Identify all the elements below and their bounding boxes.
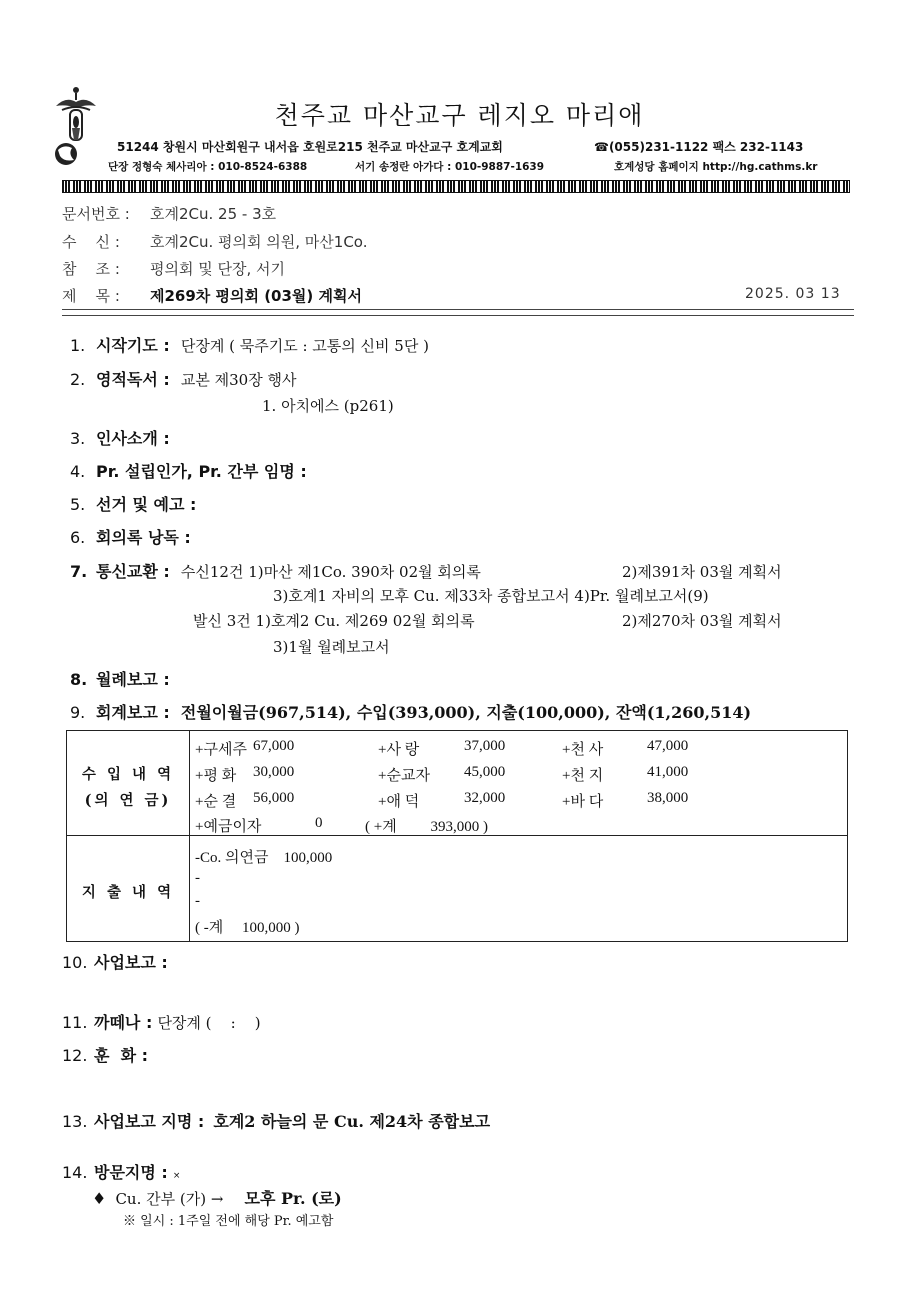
income-row: +평 화 — [195, 768, 237, 784]
income-amount: 56,000 — [253, 790, 295, 806]
agenda-item-11: 11. 까떼나 : 단장계 ( : ) — [62, 1013, 261, 1032]
agenda-item-6: 6. 회의록 낭독 : — [70, 528, 191, 547]
secretary-contact: 서기 송정란 아가다 : 010-9887-1639 — [355, 161, 545, 173]
income-amount: 38,000 — [647, 790, 689, 806]
expense-line: -Co. 의연금 100,000 — [195, 850, 333, 866]
double-divider — [62, 309, 854, 316]
document-number-row — [62, 203, 276, 224]
agenda-item-4: 4. Pr. 설립인가, Pr. 간부 임명 : — [70, 462, 307, 481]
income-amount: 32,000 — [464, 790, 506, 806]
document-date: 2025. 03 13 — [745, 286, 841, 302]
accounting-table — [66, 730, 848, 942]
income-row: +구세주 — [195, 742, 247, 758]
income-interest: 0 — [315, 815, 323, 831]
expense-total: ( -계 100,000 ) — [195, 920, 300, 936]
recipient-label: 수 신 : — [62, 233, 120, 251]
agenda-item-13: 13. 사업보고 지명 : 호계2 하늘의 문 Cu. 제24차 종합보고 — [62, 1112, 491, 1131]
diamond-bullet-icon: ♦ — [92, 1189, 107, 1208]
visit-assignment: ♦ Cu. 간부 (가) → 모후 Pr. (로) — [92, 1189, 342, 1208]
agenda-item-1: 1. 시작기도 : 단장계 ( 묵주기도 : 고통의 신비 5단 ) — [70, 336, 429, 355]
subject-row — [62, 285, 362, 306]
agenda-item-10: 10. 사업보고 : — [62, 953, 168, 972]
leader-contact: 단장 정형숙 체사리아 : 010-8524-6388 — [108, 161, 308, 173]
expense-line: - — [195, 893, 200, 909]
agenda-item-3: 3. 인사소개 : — [70, 429, 170, 448]
income-amount: 45,000 — [464, 764, 506, 780]
income-row: +천 사 — [562, 742, 604, 758]
income-amount: 37,000 — [464, 738, 506, 754]
income-label: 수 입 내 역 — [81, 766, 175, 783]
document-number-label: 문서번호 : — [62, 205, 130, 223]
agenda-item-12: 12. 훈 화 : — [62, 1046, 149, 1065]
organization-title: 천주교 마산교구 레지오 마리애 — [274, 101, 645, 130]
income-total: ( +계 393,000 ) — [365, 819, 488, 835]
income-row: +애 덕 — [378, 794, 420, 810]
income-interest-label: +예금이자 — [195, 819, 262, 835]
expense-line: - — [195, 870, 200, 886]
visit-note: ※ 일시 : 1주일 전에 해당 Pr. 예고함 — [123, 1214, 334, 1229]
income-amount: 47,000 — [647, 738, 689, 754]
income-row: +순 결 — [195, 794, 237, 810]
income-amount: 30,000 — [253, 764, 295, 780]
agenda-item-2-sub: 1. 아치에스 (p261) — [262, 397, 394, 415]
agenda-item-7-l2: 3)호계1 자비의 모후 Cu. 제33차 종합보고서 4)Pr. 월례보고서(9) — [273, 587, 709, 605]
reference-label: 참 조 : — [62, 260, 120, 278]
reference: 평의회 및 단장, 서기 — [150, 260, 285, 278]
accounting-summary: 전월이월금(967,514), 수입(393,000), 지출(100,000), 잔액(1,260,514) — [180, 703, 752, 722]
recipient: 호계2Cu. 평의회 의원, 마산1Co. — [150, 233, 368, 251]
income-amount: 67,000 — [253, 738, 295, 754]
expense-label: 지 출 내 역 — [81, 884, 175, 901]
address: 51244 창원시 마산회원구 내서읍 호원로215 천주교 마산교구 호계교회 — [117, 140, 503, 154]
income-row: +사 랑 — [378, 742, 420, 758]
agenda-item-7: 7. 통신교환 : 수신12건 1)마산 제1Co. 390차 02월 회의록 — [70, 562, 481, 581]
agenda-item-7-l1b: 2)제391차 03월 계획서 — [622, 563, 782, 581]
homepage-link[interactable]: 호계성당 홈페이지 http://hg.cathms.kr — [614, 161, 818, 173]
income-sublabel: (의 연 금) — [84, 792, 172, 809]
agenda-item-7-l3b: 2)제270차 03월 계획서 — [622, 612, 782, 630]
reference-row — [62, 258, 285, 279]
subject: 제269차 평의회 (03월) 계획서 — [150, 287, 362, 305]
decorative-border — [62, 180, 850, 193]
income-row: +바 다 — [562, 794, 604, 810]
agenda-item-8: 8. 월례보고 : — [70, 670, 170, 689]
agenda-item-7-l3: 발신 3건 1)호계2 Cu. 제269 02월 회의록 — [193, 612, 475, 630]
income-row: +순교자 — [378, 768, 430, 784]
agenda-item-14: 14. 방문지명 : × — [62, 1163, 181, 1182]
agenda-item-5: 5. 선거 및 예고 : — [70, 495, 197, 514]
agenda-item-7-l4: 3)1월 월례보고서 — [273, 638, 390, 656]
document-number: 호계2Cu. 25 - 3호 — [150, 205, 277, 223]
agenda-item-9: 9. 회계보고 : 전월이월금(967,514), 수입(393,000), 지출(100,000), 잔액(1,260,514) — [70, 703, 752, 722]
phone-fax: ☎(055)231-1122 팩스 232-1143 — [594, 140, 804, 154]
agenda-item-2: 2. 영적독서 : 교본 제30장 행사 — [70, 370, 297, 389]
recipient-row — [62, 231, 367, 252]
income-row: +천 지 — [562, 768, 604, 784]
income-amount: 41,000 — [647, 764, 689, 780]
subject-label: 제 목 : — [62, 287, 120, 305]
